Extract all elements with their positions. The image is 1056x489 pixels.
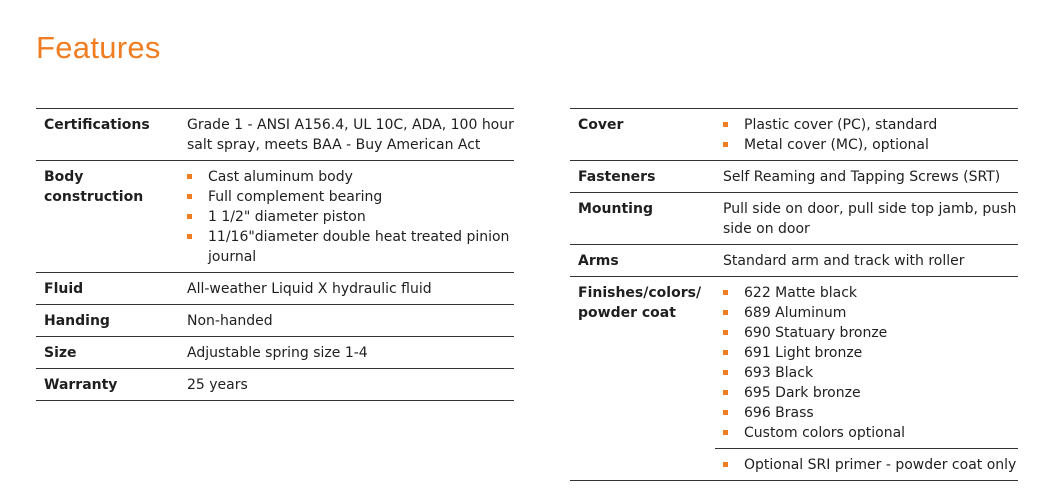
list-item: Metal cover (MC), optional [723, 135, 1018, 155]
spec-value: Self Reaming and Tapping Screws (SRT) [715, 161, 1018, 193]
list-item: 696 Brass [723, 403, 1018, 423]
list-item: 690 Statuary bronze [723, 323, 1018, 343]
spec-value [179, 161, 514, 273]
list-item: Full complement bearing [187, 187, 514, 207]
bullet-square-icon [187, 174, 192, 179]
list-item: 11/16"diameter double heat treated pinion journal [187, 227, 514, 267]
spec-value [715, 277, 1018, 449]
bullet-square-icon [723, 430, 728, 435]
list-item: Custom colors optional [723, 423, 1018, 443]
bullet-list [723, 115, 1018, 155]
spec-label: Warranty [36, 369, 179, 401]
bullet-list [187, 167, 514, 267]
spec-row-size [36, 337, 514, 369]
spec-row-cover [570, 109, 1018, 161]
bullet-square-icon [723, 370, 728, 375]
spec-label: Arms [570, 245, 715, 277]
spec-value: All-weather Liquid X hydraulic fluid [179, 273, 514, 305]
spec-label: Handing [36, 305, 179, 337]
bullet-square-icon [723, 330, 728, 335]
bullet-square-icon [723, 462, 728, 467]
spec-label: Size [36, 337, 179, 369]
features-table-left [36, 108, 514, 401]
spec-value: Adjustable spring size 1-4 [179, 337, 514, 369]
spec-value [715, 449, 1018, 481]
spec-value: 25 years [179, 369, 514, 401]
bullet-square-icon [723, 390, 728, 395]
bullet-square-icon [723, 350, 728, 355]
spec-label: Fluid [36, 273, 179, 305]
bullet-square-icon [723, 310, 728, 315]
spec-label: Certifications [36, 109, 179, 161]
page-title: Features [36, 30, 161, 65]
list-item: 689 Aluminum [723, 303, 1018, 323]
features-table-right [570, 108, 1018, 481]
list-item: Plastic cover (PC), standard [723, 115, 1018, 135]
spec-row-body-construction [36, 161, 514, 273]
spec-row-fluid [36, 273, 514, 305]
spec-row-warranty [36, 369, 514, 401]
bullet-square-icon [723, 290, 728, 295]
bullet-square-icon [723, 142, 728, 147]
spec-label: Body construction [36, 161, 179, 273]
spec-label: Fasteners [570, 161, 715, 193]
bullet-square-icon [723, 122, 728, 127]
spec-value: Non-handed [179, 305, 514, 337]
bullet-square-icon [187, 214, 192, 219]
spec-row-arms [570, 245, 1018, 277]
spec-value: Grade 1 - ANSI A156.4, UL 10C, ADA, 100 hour salt spray, meets BAA - Buy American Act [179, 109, 514, 161]
bullet-square-icon [187, 234, 192, 239]
list-item: 693 Black [723, 363, 1018, 383]
bullet-list [723, 455, 1018, 475]
spec-label: Mounting [570, 193, 715, 245]
spec-row-finishes-option [570, 449, 1018, 481]
list-item: 695 Dark bronze [723, 383, 1018, 403]
spec-value [715, 109, 1018, 161]
spec-label: Finishes/colors/ powder coat [570, 277, 715, 449]
list-item: Cast aluminum body [187, 167, 514, 187]
spec-row-handing [36, 305, 514, 337]
bullet-list [723, 283, 1018, 443]
spec-row-fasteners [570, 161, 1018, 193]
bullet-square-icon [187, 194, 192, 199]
spec-row-certifications [36, 109, 514, 161]
bullet-square-icon [723, 410, 728, 415]
spec-row-mounting [570, 193, 1018, 245]
spec-label [570, 449, 715, 481]
spec-value: Standard arm and track with roller [715, 245, 1018, 277]
list-item: Optional SRI primer - powder coat only [723, 455, 1018, 475]
list-item: 1 1/2" diameter piston [187, 207, 514, 227]
spec-label: Cover [570, 109, 715, 161]
spec-value: Pull side on door, pull side top jamb, push side on door [715, 193, 1018, 245]
list-item: 622 Matte black [723, 283, 1018, 303]
spec-row-finishes [570, 277, 1018, 449]
list-item: 691 Light bronze [723, 343, 1018, 363]
